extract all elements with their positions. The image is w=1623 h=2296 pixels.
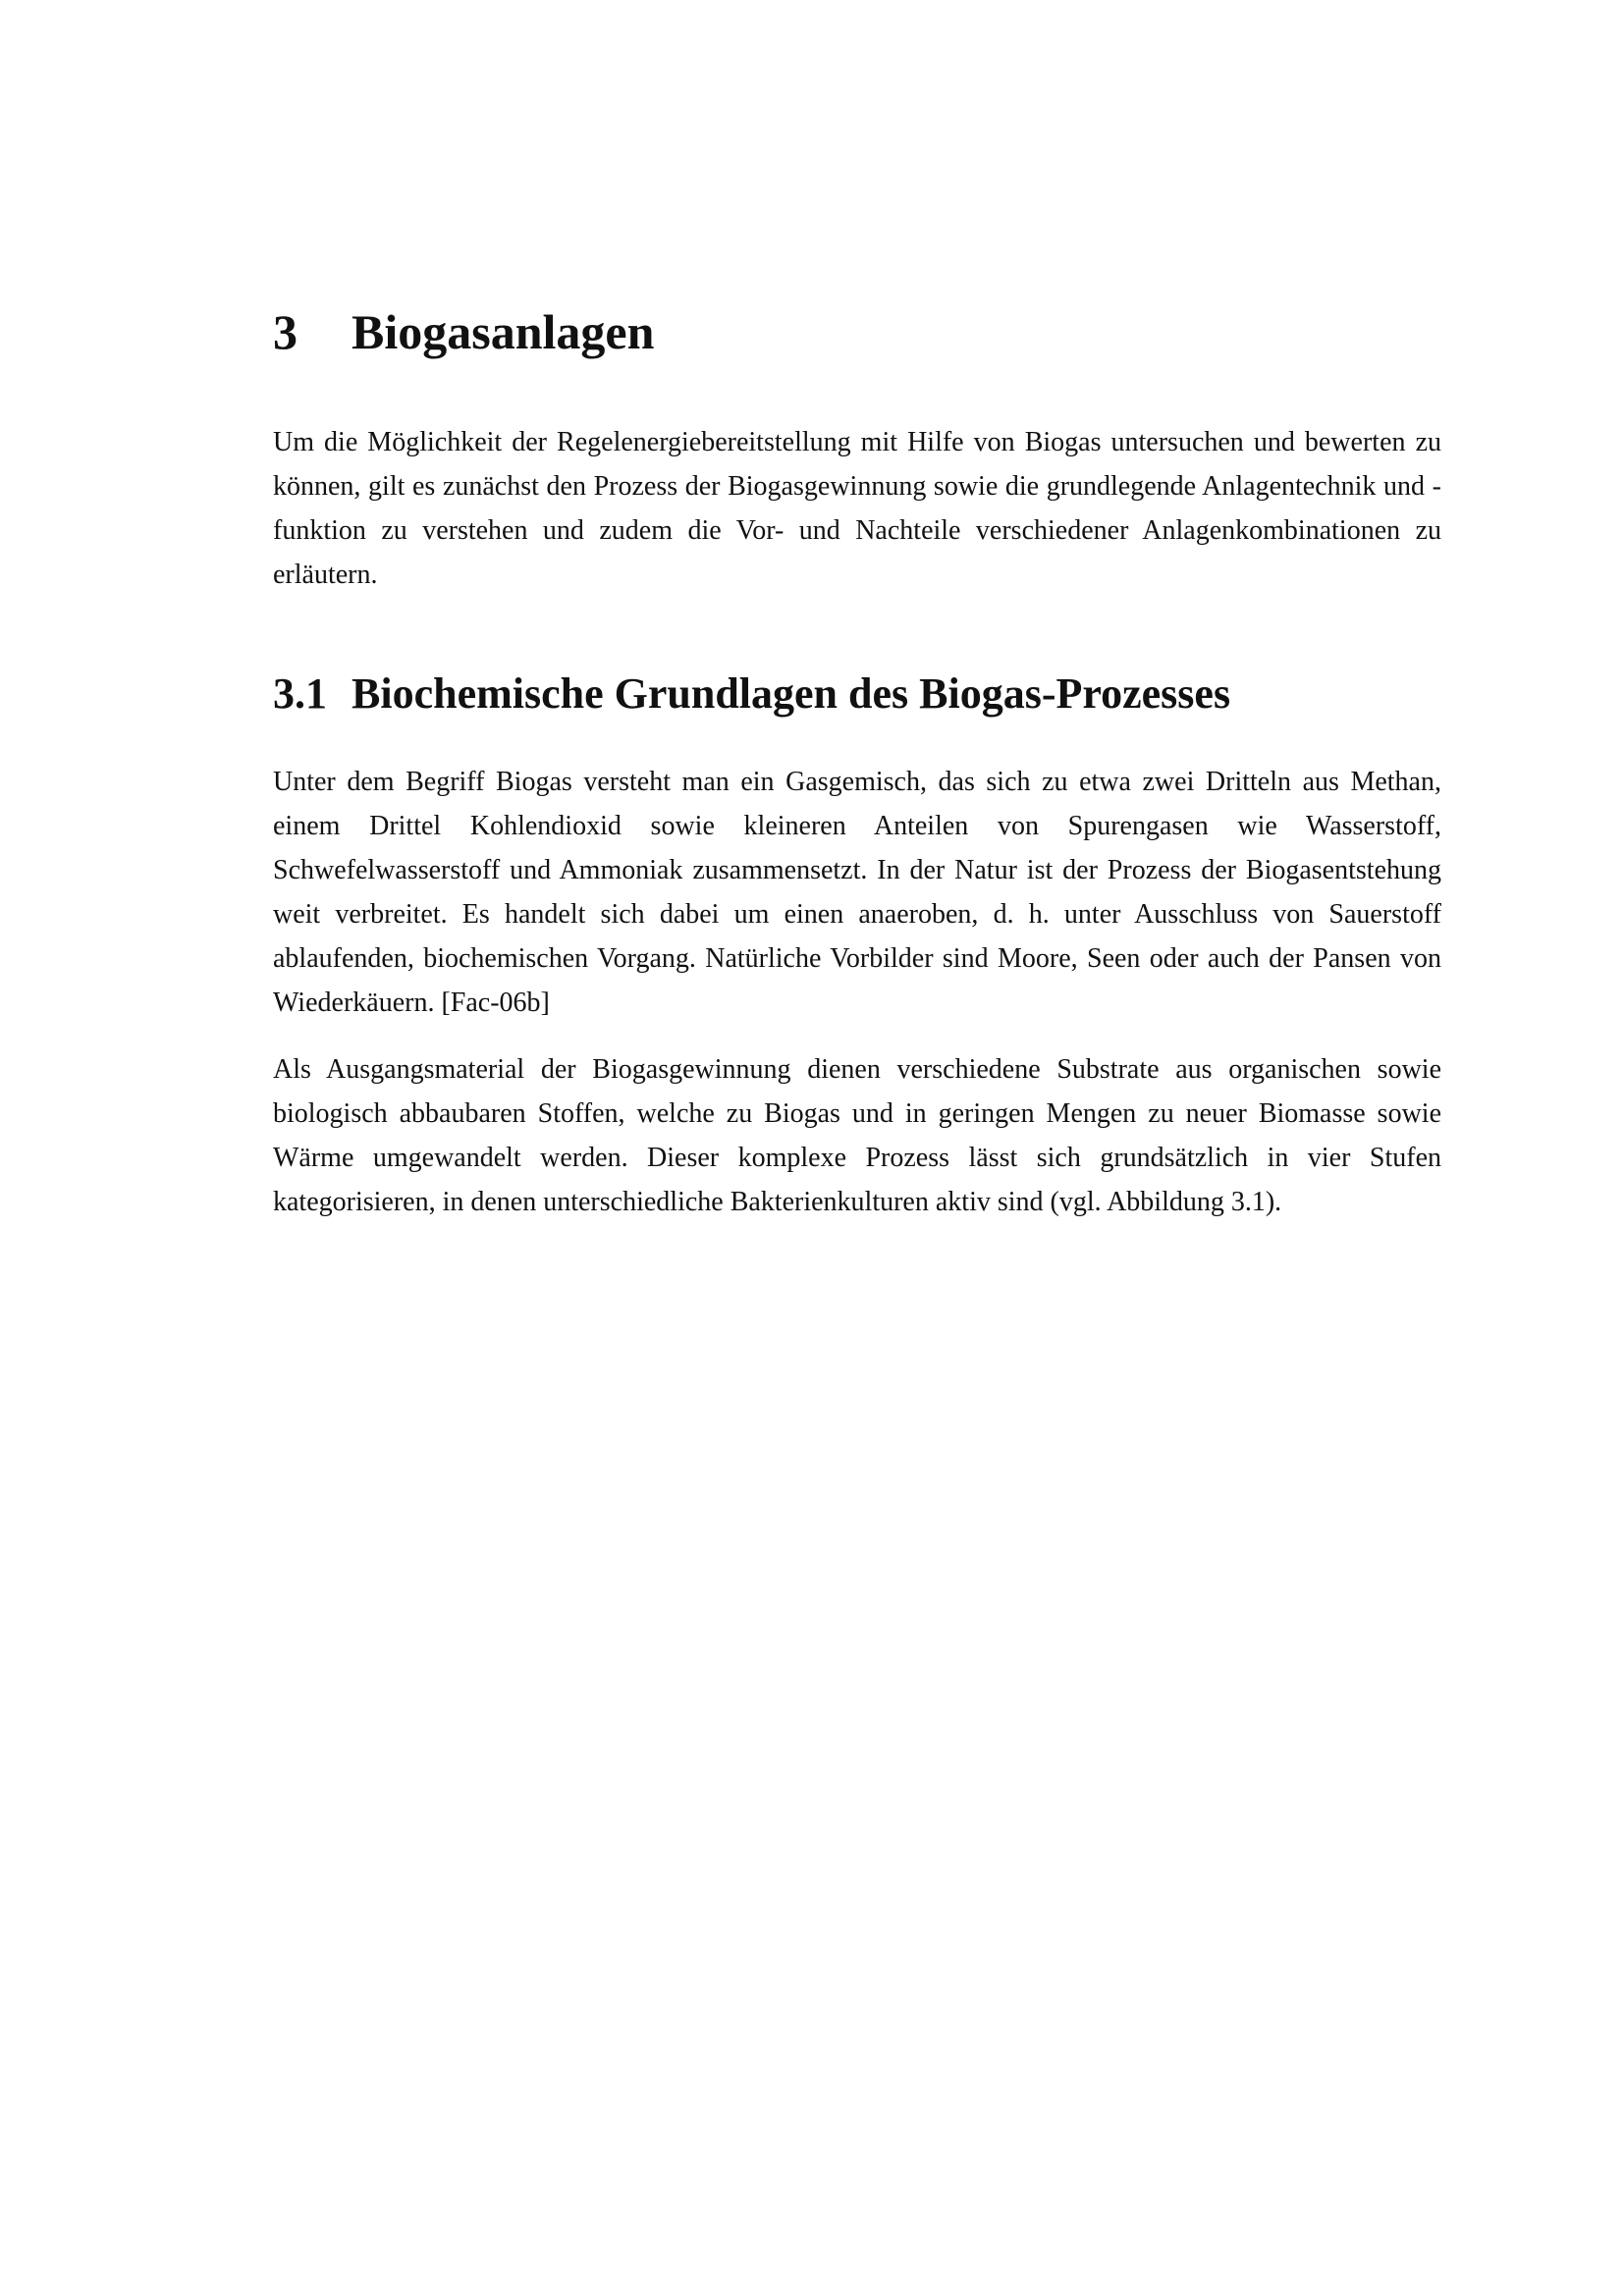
chapter-heading (273, 302, 1441, 361)
section-paragraph-2: Als Ausgangsmaterial der Biogasgewinnung dienen verschiedene Substrate aus organischen sowie biologisch abbaubaren Stoffen, welche zu Biogas und in geringen Mengen zu neuer Biomasse sowie Wärme umgewandelt werden. Dieser komplexe Prozess lässt sich grundsätzlich in vier Stufen kategorisieren, in denen unterschiedliche Bakterienkulturen aktiv sind (vgl. Abbildung 3.1). (273, 1054, 1441, 1217)
chapter-title: Biogasanlagen (352, 304, 655, 359)
intro-paragraph: Um die Möglichkeit der Regelenergiebereitstellung mit Hilfe von Biogas untersuchen und bewerten zu können, gilt es zunächst den Prozess der Biogasgewinnung sowie die grundlegende Anlagentechnik und -funktion zu verstehen und zudem die Vor- und Nachteile verschiedener Anlagenkombinationen zu erläutern. (273, 427, 1441, 590)
section-title: Biochemische Grundlagen des Biogas-Prozesses (352, 669, 1231, 718)
section-number: 3.1 (273, 669, 327, 718)
chapter-number: 3 (273, 304, 298, 359)
section-heading (273, 667, 1441, 721)
section-paragraph-1: Unter dem Begriff Biogas versteht man ein Gasgemisch, das sich zu etwa zwei Dritteln aus Methan, einem Drittel Kohlendioxid sowie kleineren Anteilen von Spurengasen wie Wasserstoff, Schwefelwasserstoff und Ammoniak zusammensetzt. In der Natur ist der Prozess der Biogasentstehung weit verbreitet. Es handelt sich dabei um einen anaeroben, d. h. unter Ausschluss von Sauerstoff ablaufenden, biochemischen Vorgang. Natürliche Vorbilder sind Moore, Seen oder auch der Pansen von Wiederkäuern. [Fac-06b] (273, 767, 1441, 1018)
